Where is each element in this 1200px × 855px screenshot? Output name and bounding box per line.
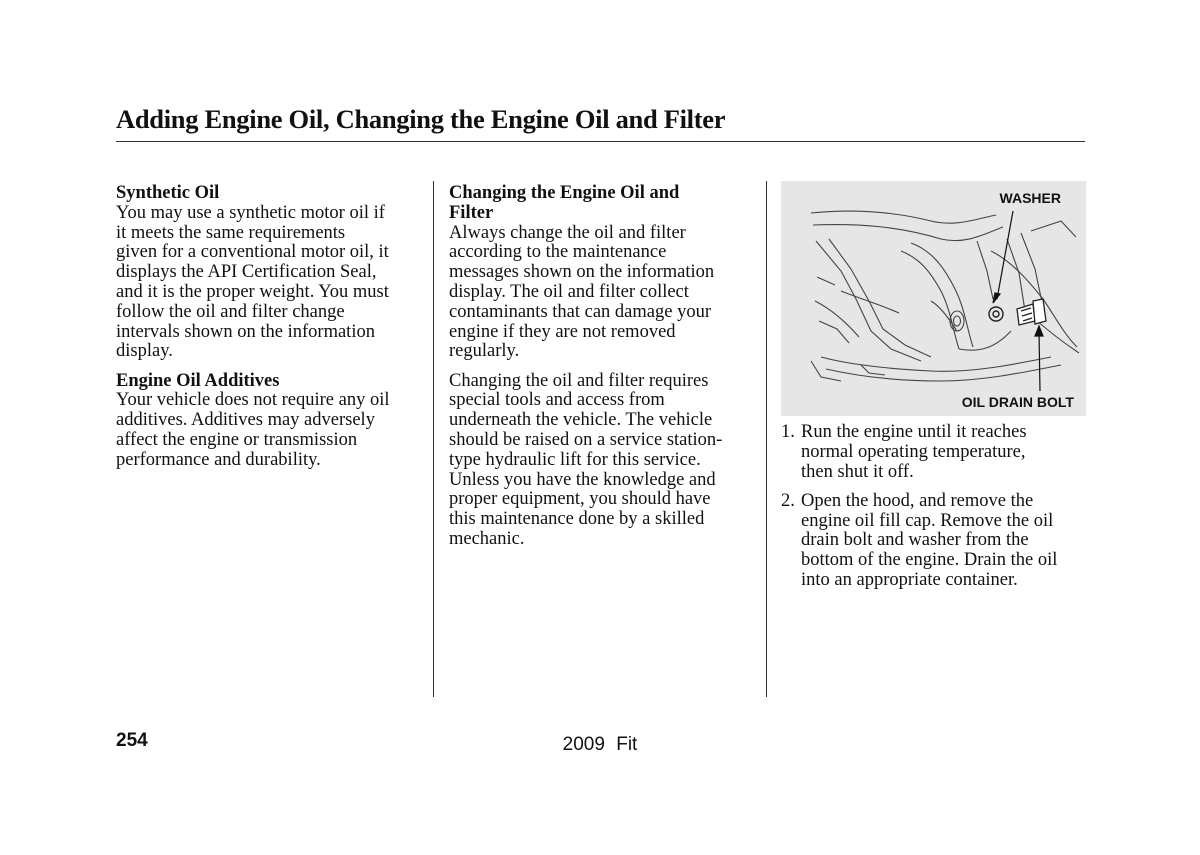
text-paragraph-line: mechanic.	[449, 529, 525, 550]
text-paragraph-line: messages shown on the information	[449, 262, 715, 283]
text-synthetic-line: given for a conventional motor oil, it	[116, 242, 389, 263]
column-divider	[433, 181, 434, 697]
heading-oil-additives: Engine Oil Additives	[116, 370, 280, 391]
text-paragraph-line: Changing the oil and filter requires	[449, 370, 709, 391]
section-oil-additives	[116, 372, 422, 471]
text-additives-line: performance and durability.	[116, 449, 321, 470]
page-number: 254	[116, 730, 148, 751]
procedure-step	[781, 423, 1086, 482]
step-text-line: drain bolt and washer from the	[801, 530, 1029, 551]
page-title: Adding Engine Oil, Changing the Engine Oil and Filter	[116, 104, 726, 134]
column-procedure-steps	[781, 423, 1086, 600]
heading-synthetic-oil: Synthetic Oil	[116, 183, 220, 203]
oil-drain-illustration	[781, 181, 1086, 416]
column-synthetic-oil	[116, 184, 422, 480]
step-text-line: then shut it off.	[801, 461, 914, 482]
label-oil-drain-bolt: OIL DRAIN BOLT	[961, 394, 1074, 410]
column-divider	[766, 181, 767, 697]
text-paragraph-line: according to the maintenance	[449, 242, 667, 263]
footer-model: 2009 Fit	[562, 734, 638, 755]
section-special-tools	[449, 372, 751, 550]
step-text-line: Open the hood, and remove the	[801, 490, 1034, 511]
text-synthetic-line: You may use a synthetic motor oil if	[116, 202, 385, 223]
text-synthetic-line: intervals shown on the information	[116, 321, 375, 342]
step-text-line: engine oil fill cap. Remove the oil	[801, 510, 1054, 531]
section-synthetic-oil	[116, 184, 422, 362]
text-synthetic-line: display.	[116, 341, 173, 362]
text-paragraph-line: type hydraulic lift for this service.	[449, 449, 701, 470]
text-paragraph-line: Always change the oil and filter	[449, 222, 686, 243]
text-paragraph-line: special tools and access from	[449, 390, 665, 411]
step-text-line: normal operating temperature,	[801, 441, 1026, 462]
text-paragraph-line: this maintenance done by a skilled	[449, 509, 705, 530]
heading-changing-oil: Changing the Engine Oil and	[449, 183, 680, 203]
text-paragraph-line: underneath the vehicle. The vehicle	[449, 410, 713, 431]
step-text-line: Run the engine until it reaches	[801, 422, 1027, 442]
text-synthetic-line: follow the oil and filter change	[116, 301, 345, 322]
step-text-line: into an appropriate container.	[801, 570, 1018, 591]
text-additives-line: additives. Additives may adversely	[116, 410, 375, 431]
text-paragraph-line: regularly.	[449, 341, 520, 362]
step-text-line: bottom of the engine. Drain the oil	[801, 550, 1058, 571]
section-changing-oil	[449, 184, 751, 362]
step-number: 1.	[781, 422, 795, 442]
text-additives-line: Your vehicle does not require any oil	[116, 390, 390, 411]
text-additives-line: affect the engine or transmission	[116, 430, 358, 451]
text-paragraph-line: should be raised on a service station-	[449, 430, 723, 451]
text-synthetic-line: displays the API Certification Seal,	[116, 262, 377, 283]
column-changing-oil	[449, 184, 751, 559]
text-paragraph-line: display. The oil and filter collect	[449, 281, 689, 302]
title-rule	[116, 141, 1085, 142]
text-synthetic-line: it meets the same requirements	[116, 222, 346, 243]
step-number: 2.	[781, 490, 795, 511]
text-paragraph-line: contaminants that can damage your	[449, 301, 711, 322]
text-paragraph-line: Unless you have the knowledge and	[449, 469, 716, 490]
label-washer: WASHER	[999, 190, 1061, 206]
text-paragraph-line: engine if they are not removed	[449, 321, 676, 342]
procedure-step	[781, 492, 1086, 591]
engine-underside-drawing	[781, 181, 1086, 416]
heading-changing-oil: Filter	[449, 202, 494, 223]
text-synthetic-line: and it is the proper weight. You must	[116, 281, 389, 302]
text-paragraph-line: proper equipment, you should have	[449, 489, 711, 510]
